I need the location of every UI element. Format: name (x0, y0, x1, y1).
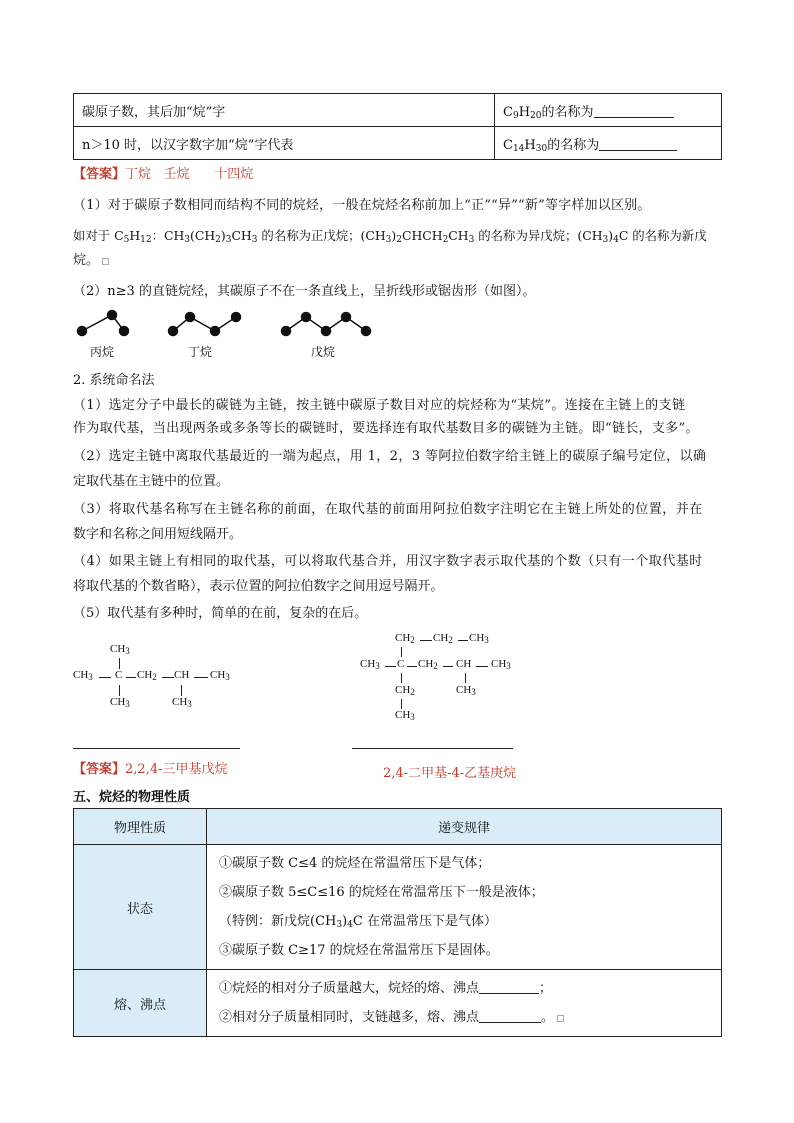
table-cell (495, 127, 722, 160)
answer-blank[interactable] (594, 105, 674, 118)
cell-line: ②碳原子数 5≤C≤16 的烷烃在常温常压下一般是液体； (219, 885, 544, 900)
section-heading: 五、烷烃的物理性质 (73, 790, 191, 805)
formula-c: C (503, 137, 513, 153)
formula-sub: 20 (530, 110, 542, 121)
answer-blank[interactable] (479, 981, 539, 994)
anchor-mark-icon (557, 1015, 564, 1022)
table-cell (207, 970, 722, 1037)
propane-chain (78, 311, 129, 336)
carbon-atom (302, 313, 311, 322)
pentane-chain (282, 313, 371, 336)
structural-formula-1: $CH_3$ $CH_3$ C $CH_2$ CH $CH_3$ $CH_3$ $CH_3$ (73, 643, 230, 709)
carbon-atom (78, 327, 87, 336)
carbon-atom (120, 327, 129, 336)
cell-line: ③碳原子数 C≥17 的烷烃在常温常压下是固体。 (219, 943, 499, 958)
cell-text: 碳原子数，其后加“烷”字 (82, 104, 226, 120)
physical-properties-table (73, 808, 722, 1037)
carbon-atom (282, 327, 291, 336)
formula-h: H (524, 137, 536, 153)
formula-sub: 30 (535, 143, 548, 154)
table-row (74, 94, 722, 127)
answer-blank[interactable] (73, 748, 240, 749)
row-label: 熔、沸点 (74, 970, 207, 1037)
cell-text: 的名称为 (541, 104, 594, 120)
carbon-atom (108, 311, 117, 320)
anchor-mark-icon (102, 258, 109, 265)
table-row (74, 970, 722, 1037)
answer-tag: 【答案】 (73, 167, 126, 182)
cell-text: n＞10 时，以汉字数字加“烷”字代表 (82, 137, 294, 153)
cell-text: 的名称为 (547, 137, 600, 153)
formula-c: C (503, 104, 513, 120)
row-label: 状态 (74, 845, 207, 970)
paragraph-line: （2）选定主链中离取代基最近的一端为起点，用 1，2，3 等阿拉伯数字给主链上的碳原子编号定位，以确 (73, 449, 707, 464)
para1-line3: 烷。 (73, 253, 733, 269)
para1-line1: （1）对于碳原子数相同而结构不同的烷烃，一般在烷烃名称前加上“正”“异”“新”等字样加以区别。 (73, 198, 651, 213)
zigzag-chain-diagrams (70, 305, 390, 345)
column-header: 物理性质 (74, 809, 207, 845)
paragraph-line: 作为取代基，当出现两条或多条等长的碳链时，要选择连有取代基数目多的碳链为主链。即“链长，支多”。 (73, 421, 699, 436)
table-cell (74, 94, 495, 127)
para1-line2: 如对于 $C_5H_{12}$：$CH_3(CH_2)_3CH_3$ 的名称为正戊烷；$(CH_3)_2CHCH_2CH_3$ 的名称为异戊烷；$(CH_3)_4C$ 的名称为新戊 (73, 228, 707, 245)
chain-label: 丙烷 (90, 345, 115, 359)
table-cell (495, 94, 722, 127)
answer-value: 2,4-二甲基-4-乙基庚烷 (383, 766, 517, 781)
carbon-atom (186, 313, 195, 322)
answer-value: 十四烷 (214, 167, 254, 182)
column-header: 递变规律 (207, 809, 722, 845)
carbon-atom (169, 327, 178, 336)
paragraph-line: （3）将取代基名称写在主链名称的前面，在取代基的前面用阿拉伯数字注明它在主链上所处的位置，并在 (73, 502, 703, 517)
cell-line: ①碳原子数 C≤4 的烷烃在常温常压下是气体； (219, 856, 491, 871)
chain-label: 戊烷 (311, 345, 336, 359)
paragraph-line: （5）取代基有多种时，简单的在前，复杂的在后。 (73, 606, 368, 621)
formula-sub: 9 (512, 110, 519, 121)
carbon-atom (232, 313, 241, 322)
paragraph-line: （1）选定分子中最长的碳链为主链，按主链中碳原子数目对应的烷烃称为“某烷”。连接在主链上的支链 (73, 398, 686, 413)
butane-chain (169, 313, 241, 336)
table-cell (74, 127, 495, 160)
structural-formula-2: $CH_2$ $CH_2$ $CH_3$ $CH_3$ C $CH_2$ CH $CH_3$ $CH_2$ $CH_3$ $CH_3$ (360, 632, 511, 722)
answer-tag: 【答案】 (73, 762, 126, 777)
paragraph-line: （4）如果主链上有相同的取代基，可以将取代基合并，用汉字数字表示取代基的个数（只有一个取代基时 (73, 554, 703, 569)
carbon-atom (211, 327, 220, 336)
answer-blank[interactable] (352, 748, 513, 749)
table-header-row (74, 809, 722, 845)
carbon-atom (322, 327, 331, 336)
answer-value: 壬烷 (163, 167, 190, 182)
cell-line: ①烷烃的相对分子质量越大，烷烃的熔、沸点 ； (219, 981, 553, 996)
naming-table (73, 93, 722, 160)
table-row (74, 127, 722, 160)
answer-blank[interactable] (479, 1010, 541, 1023)
answer-value: 2,2,4-三甲基戊烷 (125, 762, 228, 777)
carbon-atom (362, 327, 371, 336)
carbon-atom (342, 313, 351, 322)
paragraph-line: 将取代基的个数省略），表示位置的阿拉伯数字之间用逗号隔开。 (73, 579, 444, 594)
cell-line: （特例：新戊烷$(CH_3)_4C$ 在常温常压下是气体） (219, 914, 497, 930)
answer-line-1 (73, 167, 733, 183)
formula-h: H (518, 104, 531, 120)
answer-blank[interactable] (599, 138, 677, 151)
paragraph-line: 定取代基在主链中的位置。 (73, 474, 230, 489)
para2-line: （2）n≥3 的直链烷烃，其碳原子不在一条直线上，呈折线形或锯齿形（如图）。 (73, 284, 536, 299)
table-row (74, 845, 722, 970)
formula-sub: 14 (512, 143, 525, 154)
chain-label: 丁烷 (188, 345, 213, 359)
answer-value: 丁烷 (125, 167, 152, 182)
paragraph-line: 数字和名称之间用短线隔开。 (73, 527, 243, 542)
section-heading: 2. 系统命名法 (73, 373, 155, 388)
table-cell (207, 845, 722, 970)
cell-line: ②相对分子质量相同时，支链越多，熔、沸点 。 (219, 1003, 709, 1032)
